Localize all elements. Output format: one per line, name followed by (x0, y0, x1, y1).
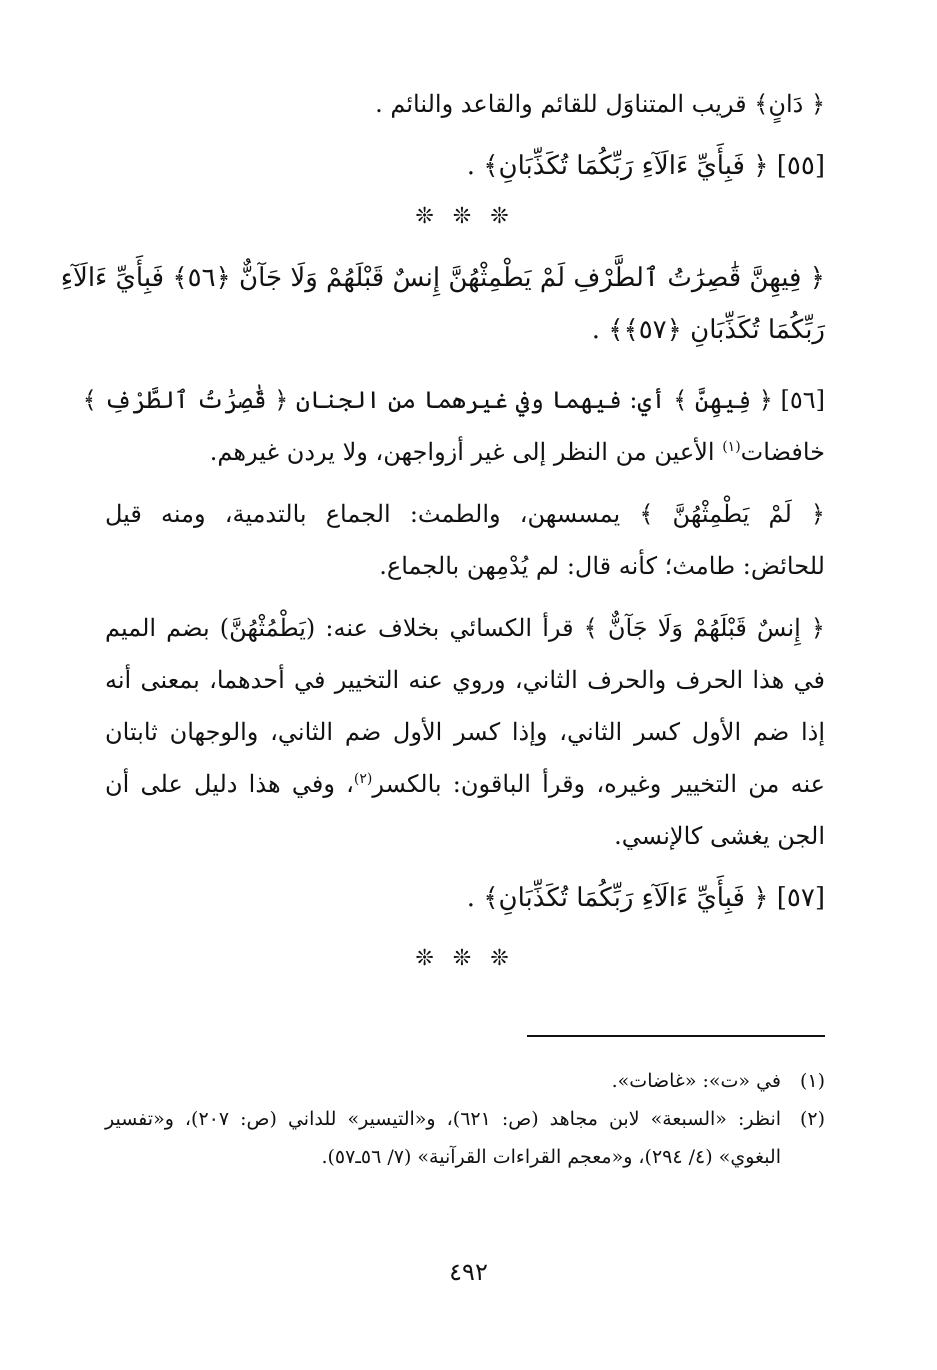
footnote-divider (527, 1035, 825, 1037)
section-separator-2: ❊ ❊ ❊ (415, 946, 515, 971)
verse-57: [٥٧] ﴿ فَبِأَيِّ ءَالَآءِ رَبِّكُمَا تُكَذِّبَانِ﴾ . (466, 883, 825, 913)
page-number: ٤٩٢ (449, 1258, 488, 1286)
para-ins-text-a: عنه من التخيير وغيره، وقرأ الباقون: بالكسر (372, 770, 826, 798)
para-56-text-a: خافضات (740, 438, 825, 466)
para-56-text-b: الأعين من النظر إلى غير أزواجهن، ولا يردن غيرهم. (209, 438, 723, 466)
quran-verse-56-line-1: ﴿ فِيهِنَّ قَٰصِرَٰتُ ٱلطَّرْفِ لَمْ يَطْمِثْهُنَّ إِنسٌ قَبْلَهُمْ وَلَا جَآنٌّ ﴿٥٦﴾ فَبِأَيِّ ءَالَآءِ (60, 263, 825, 293)
para-56-line-1: [٥٦] ﴿ فِيهِنَّ ﴾ أي: فيهما وفي غيرهما من الجنان ﴿ قَٰصِرَٰتُ ٱلطَّرْفِ ﴾ (82, 386, 825, 414)
para-ins-line-3: إذا ضم الأول كسر الثاني، وإذا كسر الأول ضم الثاني، والوجهان ثابتان (105, 718, 825, 746)
footnote-number: (٢) (799, 1108, 825, 1130)
para-ins-line-1: ﴿ إِنسٌ قَبْلَهُمْ وَلَا جَآنٌّ ﴾ قرأ الكسائي بخلاف عنه: (يَطْمُثْهُنَّ) بضم الميم (105, 614, 825, 642)
para-tamth-line-2: للحائض: طامث؛ كأنه قال: لم يُدْمِهن بالجماع. (379, 552, 825, 580)
para-ins-line-4 (105, 758, 825, 810)
footnote-number: (١) (799, 1070, 825, 1092)
para-tamth-line-1: ﴿ لَمْ يَطْمِثْهُنَّ ﴾ يمسسهن، والطمث: الجماع بالتدمية، ومنه قيل (105, 500, 825, 528)
verse-55: [٥٥] ﴿ فَبِأَيِّ ءَالَآءِ رَبِّكُمَا تُكَذِّبَانِ﴾ . (466, 151, 825, 181)
footnote-2 (105, 1100, 825, 1176)
para-ins-text-b: ، وفي هذا دليل على أن (105, 770, 354, 798)
text-line-danin: ﴿ دَانٍ﴾ قريب المتناوَل للقائم والقاعد والنائم . (375, 90, 825, 118)
footnote-1 (105, 1062, 825, 1100)
para-ins-line-5: الجن يغشى كالإنسي. (614, 822, 825, 850)
footnote-text: انظر: «السبعة» لابن مجاهد (ص: ٦٢١)، و«التيسير» للداني (ص: ٢٠٧)، و«تفسير البغوي» (٤/ ٢٩٤)، و«معجم القراءات القرآنية» (٧/ ٥٦ـ٥٧). (105, 1108, 782, 1168)
para-56-line-2 (105, 426, 825, 478)
footnotes (105, 1062, 825, 1176)
page-body (60, 78, 826, 984)
quran-verse-56-line-2: رَبِّكُمَا تُكَذِّبَانِ ﴿٥٧﴾﴾ . (591, 315, 825, 345)
footnote-text: في «ت»: «غاضات». (611, 1070, 781, 1092)
para-ins-line-2: في هذا الحرف والحرف الثاني، وروي عنه التخيير في أحدهما، بمعنى أنه (105, 666, 825, 694)
footnote-ref-1[interactable]: (١) (722, 439, 741, 455)
footnote-ref-2[interactable]: (٢) (353, 771, 373, 787)
section-separator-1: ❊ ❊ ❊ (415, 204, 515, 229)
